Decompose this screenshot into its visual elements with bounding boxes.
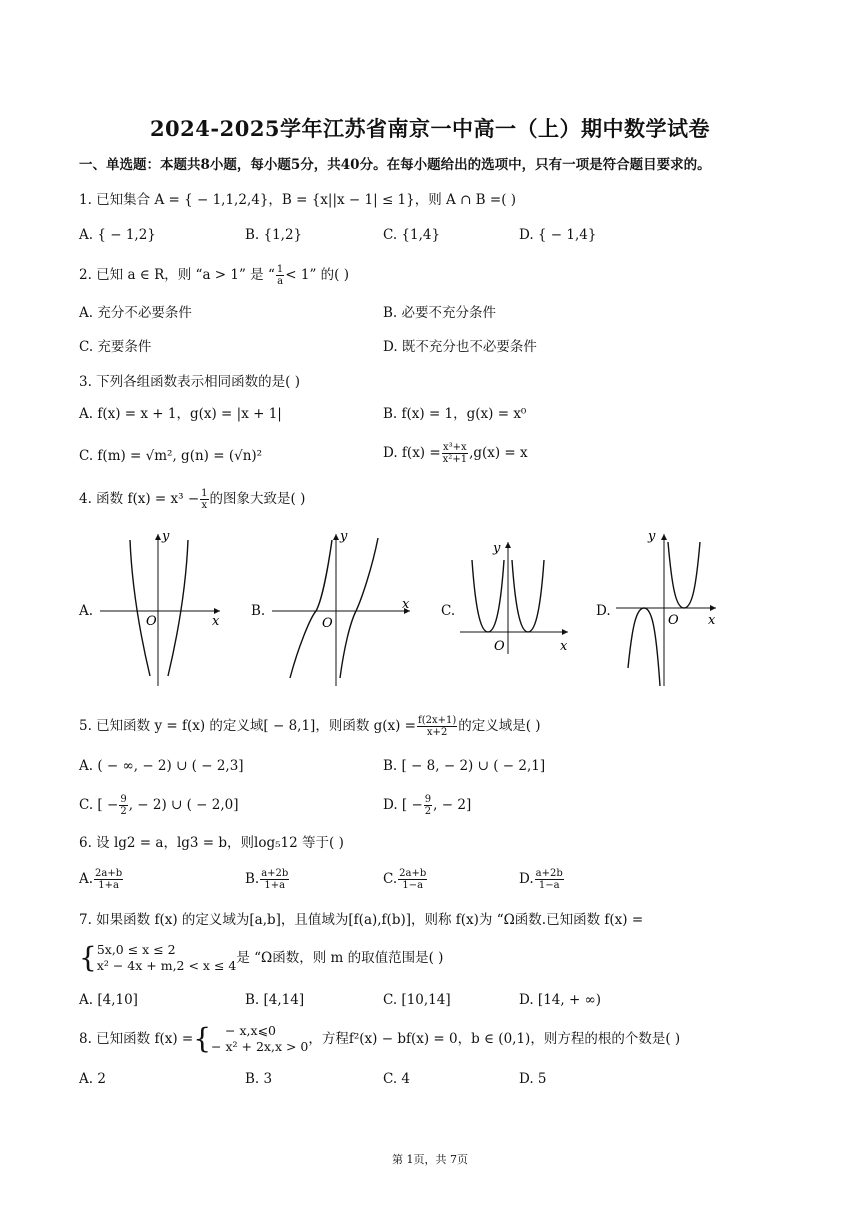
graph-a-y-label: y — [162, 529, 170, 544]
q2-frac-num: 1 — [276, 264, 284, 275]
graph-d-label: D. — [596, 603, 611, 619]
q7-case1: 5x,0 ≤ x ≤ 2 — [96, 942, 176, 957]
graph-a-curve-left — [130, 540, 150, 676]
q7-option-b: B. [4,14] — [245, 992, 305, 1008]
q6-a-label: A. — [79, 871, 94, 887]
q6-a-fraction — [94, 868, 123, 891]
graph-b-x-label: x — [402, 597, 410, 612]
q3-d-post: ,g(x) = x — [469, 445, 528, 461]
q3-option-c: C. f(m) = √m², g(n) = (√n)² — [79, 448, 263, 464]
q5-option-c — [79, 794, 239, 817]
graph-c-y-label: y — [493, 541, 501, 556]
q7-option-d: D. [14, + ∞) — [519, 992, 602, 1008]
q4-stem-pre: 4. 函数 f(x) = x³ − — [79, 491, 200, 507]
question-7-stem-line1: 7. 如果函数 f(x) 的定义域为[a,b]，且值域为[f(a),f(b)]，则称 f(x)为 “Ω函数.已知函数 f(x) = — [79, 912, 644, 928]
q2-stem-pre: 2. 已知 a ∈ R，则 “a > 1” 是 “ — [79, 267, 275, 283]
question-2-stem — [79, 264, 349, 287]
q5-option-b: B. [ − 8, − 2) ∪ ( − 2,1] — [383, 758, 546, 774]
q5-d-post: , − 2] — [433, 797, 472, 813]
graph-b-y-label: y — [340, 529, 348, 544]
q5-d-fraction — [424, 794, 432, 817]
page-title: 2024-2025学年江苏省南京一中高一（上）期中数学试卷 — [149, 116, 711, 141]
q3-option-b: B. f(x) = 1，g(x) = x⁰ — [383, 406, 527, 422]
q5-c-fraction — [119, 794, 127, 817]
q8-stem-pre: 8. 已知函数 f(x) = — [79, 1031, 194, 1047]
q7-case2: x² − 4x + m,2 < x ≤ 4 — [96, 958, 237, 973]
question-1-stem: 1. 已知集合 A = { − 1,1,2,4}，B = {x||x − 1| ≤ 1}，则 A ∩ B =( ) — [79, 192, 517, 208]
q8-option-a: A. 2 — [79, 1071, 106, 1087]
q5-d-num: 9 — [424, 794, 432, 805]
q6-b-label: B. — [245, 871, 260, 887]
q2-option-a: A. 充分不必要条件 — [79, 305, 192, 321]
question-5-stem — [79, 715, 541, 738]
q5-d-den: 2 — [424, 806, 432, 817]
q6-a-num: 2a+b — [95, 868, 123, 879]
q8-case1: − x,x⩽0 — [225, 1023, 276, 1038]
q5-c-pre: C. [ − — [79, 797, 119, 813]
graph-d-y-label: y — [648, 529, 656, 544]
q7-cases — [97, 942, 237, 974]
q5-fraction — [417, 715, 457, 738]
q4-stem-post: 的图象大致是( ) — [209, 491, 306, 507]
page-footer: 第 1页，共 7页 — [392, 1153, 468, 1166]
q6-d-num: a+2b — [535, 868, 563, 879]
question-4-stem — [79, 488, 305, 511]
graph-a — [96, 528, 230, 690]
q7-option-c: C. [10,14] — [383, 992, 451, 1008]
graph-a-label: A. — [79, 603, 94, 619]
q2-option-b: B. 必要不充分条件 — [383, 305, 497, 321]
graph-d-x-label: x — [708, 613, 716, 628]
graph-b-curve-left — [290, 540, 332, 678]
graph-d-curve-right — [668, 542, 700, 608]
q2-fraction — [276, 264, 284, 287]
q6-option-c — [383, 868, 428, 891]
q6-d-label: D. — [519, 871, 534, 887]
q7-stem-tail: 是 “Ω函数，则 m 的取值范围是( ) — [236, 950, 444, 966]
q5-stem-pre: 5. 已知函数 y = f(x) 的定义域[ − 8,1]，则函数 g(x) = — [79, 718, 416, 734]
section-heading: 一、单选题：本题共8小题，每小题5分，共40分。在每小题给出的选项中，只有一项是符合题目要求的。 — [79, 157, 711, 173]
q3-option-d — [383, 442, 528, 465]
q2-stem-post: < 1” 的( ) — [285, 267, 349, 283]
q3-d-pre: D. f(x) = — [383, 445, 441, 461]
q6-c-label: C. — [383, 871, 398, 887]
graph-c-x-label: x — [560, 639, 568, 654]
q8-option-c: C. 4 — [383, 1071, 411, 1087]
q8-cases — [211, 1023, 308, 1055]
graph-b-label: B. — [251, 603, 266, 619]
q6-c-den: 1−a — [402, 880, 424, 891]
q3-d-fraction — [442, 442, 468, 465]
q5-frac-den: x+2 — [426, 727, 448, 738]
q4-frac-num: 1 — [201, 488, 208, 499]
q6-option-d — [519, 868, 565, 891]
graph-d — [614, 528, 724, 690]
q6-d-den: 1−a — [538, 880, 560, 891]
q8-option-d: D. 5 — [519, 1071, 547, 1087]
q6-b-den: 1+a — [264, 880, 286, 891]
q3-option-a: A. f(x) = x + 1，g(x) = |x + 1| — [79, 406, 282, 422]
q5-c-post: , − 2) ∪ ( − 2,0] — [128, 797, 239, 813]
graph-c — [458, 538, 574, 656]
q1-option-b: B. {1,2} — [245, 227, 303, 243]
q2-option-c: C. 充要条件 — [79, 339, 152, 355]
question-3-stem: 3. 下列各组函数表示相同函数的是( ) — [79, 374, 300, 390]
graph-d-curve-left — [628, 608, 660, 686]
q7-option-a: A. [4,10] — [79, 992, 138, 1008]
q6-b-num: a+2b — [261, 868, 289, 879]
graph-c-curve-left — [472, 560, 504, 632]
q3-d-num: x³+x — [443, 442, 467, 453]
q6-c-num: 2a+b — [399, 868, 427, 879]
graph-b-curve-right — [340, 538, 378, 678]
q5-option-d — [383, 794, 471, 817]
q6-b-fraction — [260, 868, 289, 891]
q5-c-num: 9 — [120, 794, 127, 805]
q5-option-a: A. ( − ∞, − 2) ∪ ( − 2,3] — [79, 758, 244, 774]
graph-c-label: C. — [441, 603, 456, 619]
q1-option-d: D. { − 1,4} — [519, 227, 597, 243]
question-8-stem — [79, 1023, 680, 1055]
graph-d-origin-label: O — [668, 613, 679, 628]
q5-stem-post: 的定义域是( ) — [458, 718, 541, 734]
q8-brace: { — [193, 1022, 212, 1055]
q8-option-b: B. 3 — [245, 1071, 273, 1087]
graph-a-origin-label: O — [146, 614, 157, 629]
graph-b-origin-label: O — [322, 616, 333, 631]
q1-option-a: A. { − 1,2} — [79, 227, 156, 243]
q6-c-fraction — [398, 868, 427, 891]
q4-frac-den: x — [201, 500, 208, 511]
q4-fraction — [200, 488, 208, 511]
q6-d-fraction — [535, 868, 564, 891]
question-6-stem: 6. 设 lg2 = a，lg3 = b，则log₅12 等于( ) — [79, 835, 344, 851]
graph-b — [270, 528, 418, 690]
q6-a-den: 1+a — [98, 880, 119, 891]
q5-c-den: 2 — [120, 806, 127, 817]
q8-case2: − x² + 2x,x > 0 — [211, 1039, 309, 1054]
graph-c-origin-label: O — [494, 639, 505, 654]
q6-option-a — [79, 868, 124, 891]
question-7-stem-line2 — [79, 942, 443, 974]
q1-option-c: C. {1,4} — [383, 227, 441, 243]
graph-a-x-label: x — [212, 614, 220, 629]
q5-frac-num: f(2x+1) — [418, 715, 457, 726]
q5-d-pre: D. [ − — [383, 797, 423, 813]
q2-option-d: D. 既不充分也不必要条件 — [383, 339, 537, 355]
q3-d-den: x²+1 — [442, 454, 468, 465]
graph-c-curve-right — [512, 560, 544, 632]
graph-a-curve-right — [168, 540, 188, 676]
q7-brace: { — [79, 941, 97, 974]
q8-stem-post: ，方程f²(x) − bf(x) = 0，b ∈ (0,1)，则方程的根的个数是( ) — [308, 1031, 681, 1047]
q6-option-b — [245, 868, 290, 891]
q2-frac-den: a — [277, 276, 284, 287]
